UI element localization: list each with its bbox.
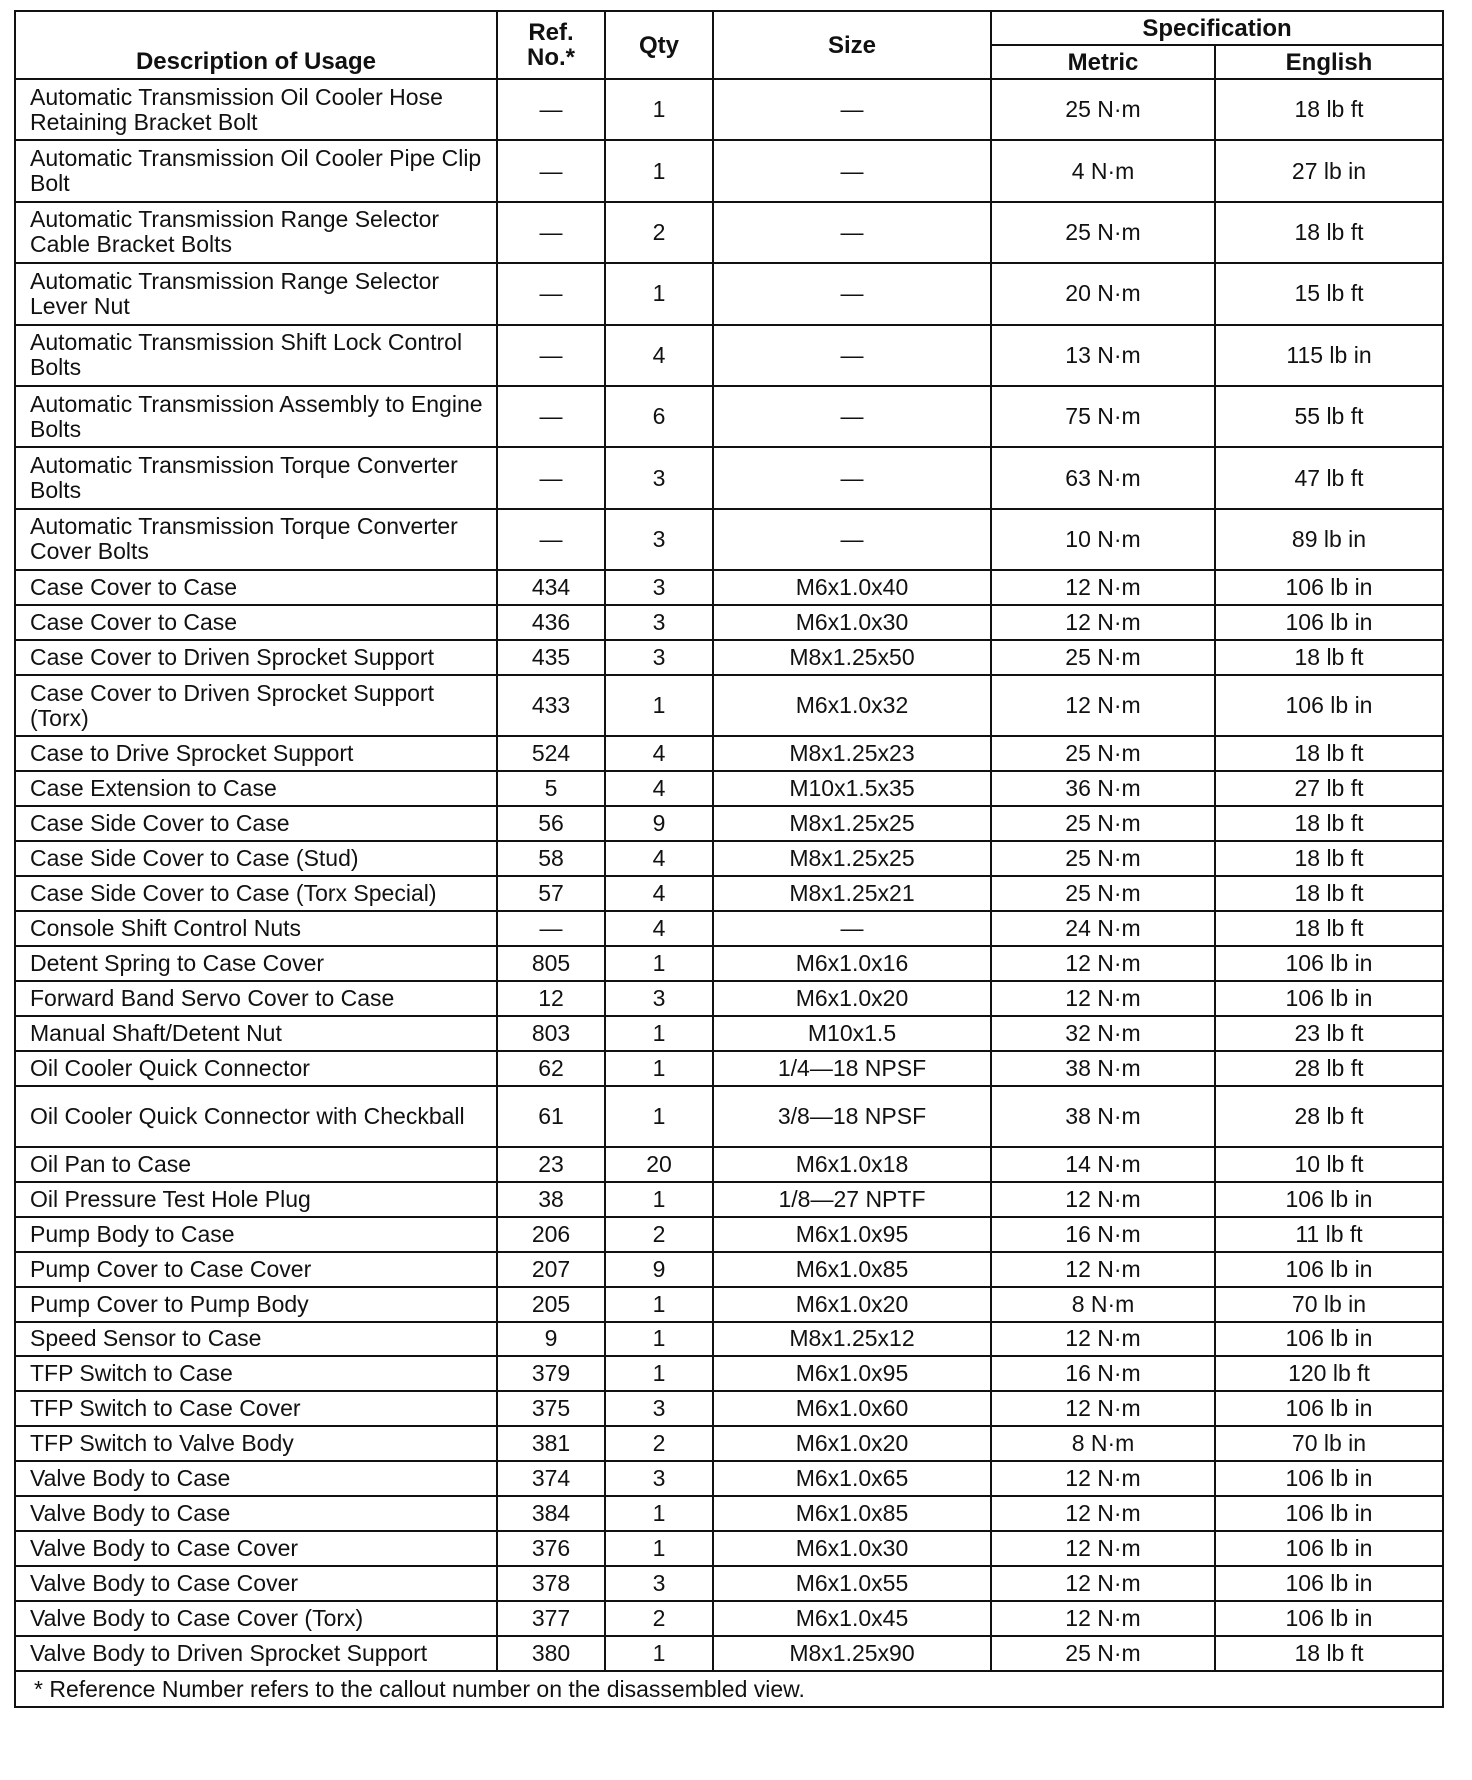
cell-description: Forward Band Servo Cover to Case: [15, 981, 497, 1016]
cell-description: Case to Drive Sprocket Support: [15, 736, 497, 771]
table-row: [15, 325, 1443, 386]
cell-english: 10 lb ft: [1215, 1147, 1443, 1182]
cell-metric: 36 N·m: [991, 771, 1215, 806]
cell-size: M6x1.0x60: [713, 1391, 991, 1426]
cell-ref-no: —: [497, 911, 605, 946]
table-row: [15, 1566, 1443, 1601]
cell-size: M8x1.25x25: [713, 806, 991, 841]
cell-ref-no: 374: [497, 1461, 605, 1496]
cell-ref-no: 57: [497, 876, 605, 911]
cell-metric: 25 N·m: [991, 79, 1215, 140]
table-row: [15, 1147, 1443, 1182]
header-english: English: [1215, 45, 1443, 79]
cell-ref-no: 9: [497, 1322, 605, 1357]
cell-description: Oil Cooler Quick Connector with Checkball: [15, 1086, 497, 1147]
cell-size: M6x1.0x18: [713, 1147, 991, 1182]
cell-qty: 3: [605, 640, 713, 675]
cell-ref-no: —: [497, 263, 605, 324]
cell-metric: 12 N·m: [991, 1461, 1215, 1496]
table-row: [15, 1426, 1443, 1461]
cell-description: Valve Body to Case: [15, 1461, 497, 1496]
header-metric: Metric: [991, 45, 1215, 79]
cell-description: Valve Body to Case Cover: [15, 1566, 497, 1601]
header-specification: Specification: [991, 11, 1443, 45]
cell-english: 106 lb in: [1215, 1252, 1443, 1287]
cell-size: M6x1.0x16: [713, 946, 991, 981]
cell-metric: 25 N·m: [991, 1636, 1215, 1671]
cell-qty: 9: [605, 1252, 713, 1287]
cell-ref-no: 380: [497, 1636, 605, 1671]
table-row: [15, 771, 1443, 806]
cell-size: M6x1.0x20: [713, 1287, 991, 1322]
cell-description: Automatic Transmission Oil Cooler Hose Retaining Bracket Bolt: [15, 79, 497, 140]
cell-metric: 8 N·m: [991, 1426, 1215, 1461]
cell-ref-no: —: [497, 447, 605, 508]
cell-qty: 1: [605, 1636, 713, 1671]
cell-english: 106 lb in: [1215, 1601, 1443, 1636]
cell-ref-no: 803: [497, 1016, 605, 1051]
table-row: [15, 946, 1443, 981]
cell-qty: 1: [605, 79, 713, 140]
cell-metric: 12 N·m: [991, 1531, 1215, 1566]
cell-size: —: [713, 202, 991, 263]
cell-english: 120 lb ft: [1215, 1356, 1443, 1391]
cell-qty: 1: [605, 1086, 713, 1147]
cell-ref-no: 205: [497, 1287, 605, 1322]
table-row: [15, 841, 1443, 876]
table-row: [15, 1601, 1443, 1636]
cell-english: 89 lb in: [1215, 509, 1443, 570]
cell-metric: 4 N·m: [991, 140, 1215, 201]
cell-description: TFP Switch to Valve Body: [15, 1426, 497, 1461]
header-description: Description of Usage: [15, 11, 497, 79]
table-row: [15, 1636, 1443, 1671]
cell-english: 27 lb ft: [1215, 771, 1443, 806]
cell-english: 106 lb in: [1215, 675, 1443, 736]
cell-description: Case Cover to Case: [15, 570, 497, 605]
cell-description: Case Side Cover to Case (Stud): [15, 841, 497, 876]
cell-ref-no: 805: [497, 946, 605, 981]
table-row: [15, 386, 1443, 447]
cell-size: —: [713, 911, 991, 946]
cell-english: 70 lb in: [1215, 1287, 1443, 1322]
cell-metric: 12 N·m: [991, 1391, 1215, 1426]
cell-english: 18 lb ft: [1215, 736, 1443, 771]
cell-ref-no: 381: [497, 1426, 605, 1461]
cell-size: M6x1.0x20: [713, 981, 991, 1016]
cell-english: 106 lb in: [1215, 1531, 1443, 1566]
cell-metric: 12 N·m: [991, 1322, 1215, 1357]
cell-ref-no: 435: [497, 640, 605, 675]
table-row: [15, 263, 1443, 324]
cell-metric: 24 N·m: [991, 911, 1215, 946]
cell-qty: 3: [605, 447, 713, 508]
cell-english: 18 lb ft: [1215, 1636, 1443, 1671]
cell-size: M6x1.0x40: [713, 570, 991, 605]
cell-qty: 2: [605, 1426, 713, 1461]
cell-qty: 1: [605, 1287, 713, 1322]
cell-size: M6x1.0x85: [713, 1496, 991, 1531]
cell-english: 18 lb ft: [1215, 79, 1443, 140]
cell-ref-no: 524: [497, 736, 605, 771]
cell-english: 106 lb in: [1215, 570, 1443, 605]
cell-description: Case Cover to Driven Sprocket Support: [15, 640, 497, 675]
cell-qty: 1: [605, 140, 713, 201]
cell-ref-no: —: [497, 140, 605, 201]
table-row: [15, 1182, 1443, 1217]
header-ref-no: Ref. No.*: [497, 11, 605, 79]
cell-english: 23 lb ft: [1215, 1016, 1443, 1051]
cell-description: Valve Body to Case: [15, 1496, 497, 1531]
cell-description: Automatic Transmission Shift Lock Control Bolts: [15, 325, 497, 386]
cell-ref-no: 206: [497, 1217, 605, 1252]
cell-size: —: [713, 79, 991, 140]
table-row: [15, 876, 1443, 911]
cell-qty: 2: [605, 202, 713, 263]
table-row: [15, 1461, 1443, 1496]
cell-metric: 25 N·m: [991, 841, 1215, 876]
cell-qty: 6: [605, 386, 713, 447]
table-row: [15, 1217, 1443, 1252]
cell-ref-no: —: [497, 386, 605, 447]
cell-size: M6x1.0x45: [713, 1601, 991, 1636]
table-row: [15, 605, 1443, 640]
cell-english: 15 lb ft: [1215, 263, 1443, 324]
cell-description: Pump Cover to Case Cover: [15, 1252, 497, 1287]
cell-size: M6x1.0x95: [713, 1217, 991, 1252]
cell-qty: 3: [605, 570, 713, 605]
table-row: [15, 1287, 1443, 1322]
cell-description: Case Cover to Driven Sprocket Support (Torx): [15, 675, 497, 736]
cell-qty: 9: [605, 806, 713, 841]
table-row: [15, 981, 1443, 1016]
cell-ref-no: 377: [497, 1601, 605, 1636]
table-row: [15, 1391, 1443, 1426]
cell-description: Case Side Cover to Case (Torx Special): [15, 876, 497, 911]
cell-english: 47 lb ft: [1215, 447, 1443, 508]
cell-description: Case Side Cover to Case: [15, 806, 497, 841]
cell-metric: 12 N·m: [991, 1601, 1215, 1636]
cell-metric: 25 N·m: [991, 640, 1215, 675]
cell-size: 3/8—18 NPSF: [713, 1086, 991, 1147]
cell-ref-no: 434: [497, 570, 605, 605]
cell-qty: 1: [605, 263, 713, 324]
cell-metric: 12 N·m: [991, 1496, 1215, 1531]
table-row: [15, 1322, 1443, 1357]
cell-english: 106 lb in: [1215, 981, 1443, 1016]
cell-ref-no: 378: [497, 1566, 605, 1601]
table-row: [15, 140, 1443, 201]
table-row: [15, 79, 1443, 140]
cell-size: M6x1.0x30: [713, 1531, 991, 1566]
cell-size: M8x1.25x90: [713, 1636, 991, 1671]
cell-metric: 16 N·m: [991, 1356, 1215, 1391]
cell-qty: 3: [605, 1391, 713, 1426]
table-row: [15, 675, 1443, 736]
cell-qty: 3: [605, 1461, 713, 1496]
cell-ref-no: 62: [497, 1051, 605, 1086]
cell-qty: 4: [605, 911, 713, 946]
cell-description: Oil Pan to Case: [15, 1147, 497, 1182]
cell-description: TFP Switch to Case: [15, 1356, 497, 1391]
cell-english: 18 lb ft: [1215, 911, 1443, 946]
cell-metric: 12 N·m: [991, 1252, 1215, 1287]
cell-description: Case Cover to Case: [15, 605, 497, 640]
cell-ref-no: —: [497, 509, 605, 570]
cell-english: 106 lb in: [1215, 1496, 1443, 1531]
cell-english: 106 lb in: [1215, 1566, 1443, 1601]
cell-english: 18 lb ft: [1215, 841, 1443, 876]
cell-ref-no: 5: [497, 771, 605, 806]
cell-qty: 1: [605, 1322, 713, 1357]
cell-description: Valve Body to Driven Sprocket Support: [15, 1636, 497, 1671]
table-row: [15, 1051, 1443, 1086]
cell-description: Valve Body to Case Cover: [15, 1531, 497, 1566]
cell-description: Case Extension to Case: [15, 771, 497, 806]
torque-spec-table: [14, 10, 1444, 1708]
cell-metric: 8 N·m: [991, 1287, 1215, 1322]
header-size: Size: [713, 11, 991, 79]
cell-qty: 1: [605, 1356, 713, 1391]
cell-description: Manual Shaft/Detent Nut: [15, 1016, 497, 1051]
cell-qty: 1: [605, 1051, 713, 1086]
cell-metric: 32 N·m: [991, 1016, 1215, 1051]
cell-english: 55 lb ft: [1215, 386, 1443, 447]
table-row: [15, 1016, 1443, 1051]
table-row: [15, 570, 1443, 605]
cell-qty: 2: [605, 1217, 713, 1252]
cell-ref-no: 207: [497, 1252, 605, 1287]
cell-description: Oil Pressure Test Hole Plug: [15, 1182, 497, 1217]
cell-qty: 1: [605, 1182, 713, 1217]
cell-ref-no: 12: [497, 981, 605, 1016]
cell-description: TFP Switch to Case Cover: [15, 1391, 497, 1426]
cell-size: M6x1.0x20: [713, 1426, 991, 1461]
cell-ref-no: 58: [497, 841, 605, 876]
cell-english: 106 lb in: [1215, 1391, 1443, 1426]
cell-ref-no: 433: [497, 675, 605, 736]
header-qty: Qty: [605, 11, 713, 79]
table-row: [15, 736, 1443, 771]
cell-description: Speed Sensor to Case: [15, 1322, 497, 1357]
cell-size: M6x1.0x30: [713, 605, 991, 640]
cell-size: 1/8—27 NPTF: [713, 1182, 991, 1217]
cell-english: 27 lb in: [1215, 140, 1443, 201]
table-row: [15, 509, 1443, 570]
cell-size: M6x1.0x85: [713, 1252, 991, 1287]
cell-qty: 4: [605, 771, 713, 806]
cell-size: M8x1.25x23: [713, 736, 991, 771]
cell-qty: 1: [605, 946, 713, 981]
footnote: * Reference Number refers to the callout number on the disassembled view.: [15, 1671, 1443, 1707]
table-row: [15, 1086, 1443, 1147]
cell-description: Oil Cooler Quick Connector: [15, 1051, 497, 1086]
cell-qty: 4: [605, 876, 713, 911]
cell-english: 106 lb in: [1215, 1322, 1443, 1357]
cell-size: M6x1.0x32: [713, 675, 991, 736]
table-row: [15, 806, 1443, 841]
table-row: [15, 640, 1443, 675]
table-row: [15, 1252, 1443, 1287]
cell-ref-no: 376: [497, 1531, 605, 1566]
cell-qty: 20: [605, 1147, 713, 1182]
cell-metric: 14 N·m: [991, 1147, 1215, 1182]
cell-qty: 4: [605, 325, 713, 386]
cell-metric: 12 N·m: [991, 570, 1215, 605]
cell-qty: 4: [605, 736, 713, 771]
cell-description: Automatic Transmission Range Selector Lever Nut: [15, 263, 497, 324]
cell-size: —: [713, 263, 991, 324]
cell-ref-no: 384: [497, 1496, 605, 1531]
cell-metric: 12 N·m: [991, 675, 1215, 736]
cell-ref-no: 436: [497, 605, 605, 640]
cell-description: Pump Cover to Pump Body: [15, 1287, 497, 1322]
cell-metric: 75 N·m: [991, 386, 1215, 447]
table-row: [15, 202, 1443, 263]
table-body: [15, 79, 1443, 1671]
cell-english: 11 lb ft: [1215, 1217, 1443, 1252]
cell-metric: 38 N·m: [991, 1051, 1215, 1086]
cell-qty: 3: [605, 605, 713, 640]
cell-metric: 20 N·m: [991, 263, 1215, 324]
cell-english: 106 lb in: [1215, 946, 1443, 981]
table-row: [15, 911, 1443, 946]
cell-metric: 16 N·m: [991, 1217, 1215, 1252]
cell-size: 1/4—18 NPSF: [713, 1051, 991, 1086]
cell-english: 18 lb ft: [1215, 640, 1443, 675]
cell-description: Pump Body to Case: [15, 1217, 497, 1252]
cell-description: Automatic Transmission Torque Converter Bolts: [15, 447, 497, 508]
cell-metric: 25 N·m: [991, 876, 1215, 911]
cell-size: M6x1.0x65: [713, 1461, 991, 1496]
cell-metric: 25 N·m: [991, 806, 1215, 841]
cell-ref-no: 56: [497, 806, 605, 841]
cell-description: Automatic Transmission Assembly to Engine Bolts: [15, 386, 497, 447]
cell-description: Console Shift Control Nuts: [15, 911, 497, 946]
table-row: [15, 1496, 1443, 1531]
cell-ref-no: 379: [497, 1356, 605, 1391]
table-row: [15, 1356, 1443, 1391]
cell-english: 106 lb in: [1215, 1461, 1443, 1496]
cell-ref-no: —: [497, 325, 605, 386]
cell-metric: 12 N·m: [991, 981, 1215, 1016]
cell-english: 28 lb ft: [1215, 1086, 1443, 1147]
cell-english: 70 lb in: [1215, 1426, 1443, 1461]
cell-metric: 63 N·m: [991, 447, 1215, 508]
cell-english: 115 lb in: [1215, 325, 1443, 386]
cell-ref-no: 375: [497, 1391, 605, 1426]
cell-qty: 1: [605, 1496, 713, 1531]
cell-size: M10x1.5: [713, 1016, 991, 1051]
cell-ref-no: —: [497, 79, 605, 140]
cell-size: —: [713, 140, 991, 201]
cell-size: M10x1.5x35: [713, 771, 991, 806]
cell-metric: 38 N·m: [991, 1086, 1215, 1147]
cell-qty: 3: [605, 981, 713, 1016]
cell-description: Valve Body to Case Cover (Torx): [15, 1601, 497, 1636]
cell-size: —: [713, 325, 991, 386]
cell-qty: 1: [605, 1531, 713, 1566]
cell-size: M6x1.0x95: [713, 1356, 991, 1391]
cell-qty: 2: [605, 1601, 713, 1636]
cell-qty: 3: [605, 509, 713, 570]
cell-metric: 10 N·m: [991, 509, 1215, 570]
cell-size: —: [713, 509, 991, 570]
cell-qty: 3: [605, 1566, 713, 1601]
cell-english: 106 lb in: [1215, 1182, 1443, 1217]
cell-size: M6x1.0x55: [713, 1566, 991, 1601]
cell-metric: 12 N·m: [991, 605, 1215, 640]
table-header: [15, 11, 1443, 79]
table-row: [15, 1531, 1443, 1566]
cell-metric: 25 N·m: [991, 736, 1215, 771]
cell-qty: 1: [605, 675, 713, 736]
cell-english: 18 lb ft: [1215, 806, 1443, 841]
cell-size: M8x1.25x12: [713, 1322, 991, 1357]
cell-metric: 12 N·m: [991, 1182, 1215, 1217]
cell-metric: 25 N·m: [991, 202, 1215, 263]
cell-description: Automatic Transmission Torque Converter Cover Bolts: [15, 509, 497, 570]
cell-size: —: [713, 447, 991, 508]
cell-ref-no: 23: [497, 1147, 605, 1182]
cell-english: 106 lb in: [1215, 605, 1443, 640]
cell-size: M8x1.25x21: [713, 876, 991, 911]
cell-description: Automatic Transmission Range Selector Cable Bracket Bolts: [15, 202, 497, 263]
cell-size: M8x1.25x25: [713, 841, 991, 876]
cell-metric: 13 N·m: [991, 325, 1215, 386]
cell-qty: 1: [605, 1016, 713, 1051]
cell-english: 18 lb ft: [1215, 876, 1443, 911]
cell-qty: 4: [605, 841, 713, 876]
cell-ref-no: 61: [497, 1086, 605, 1147]
cell-size: —: [713, 386, 991, 447]
cell-size: M8x1.25x50: [713, 640, 991, 675]
cell-description: Detent Spring to Case Cover: [15, 946, 497, 981]
cell-english: 18 lb ft: [1215, 202, 1443, 263]
cell-ref-no: 38: [497, 1182, 605, 1217]
table-row: [15, 447, 1443, 508]
cell-english: 28 lb ft: [1215, 1051, 1443, 1086]
cell-metric: 12 N·m: [991, 1566, 1215, 1601]
cell-metric: 12 N·m: [991, 946, 1215, 981]
cell-ref-no: —: [497, 202, 605, 263]
cell-description: Automatic Transmission Oil Cooler Pipe Clip Bolt: [15, 140, 497, 201]
